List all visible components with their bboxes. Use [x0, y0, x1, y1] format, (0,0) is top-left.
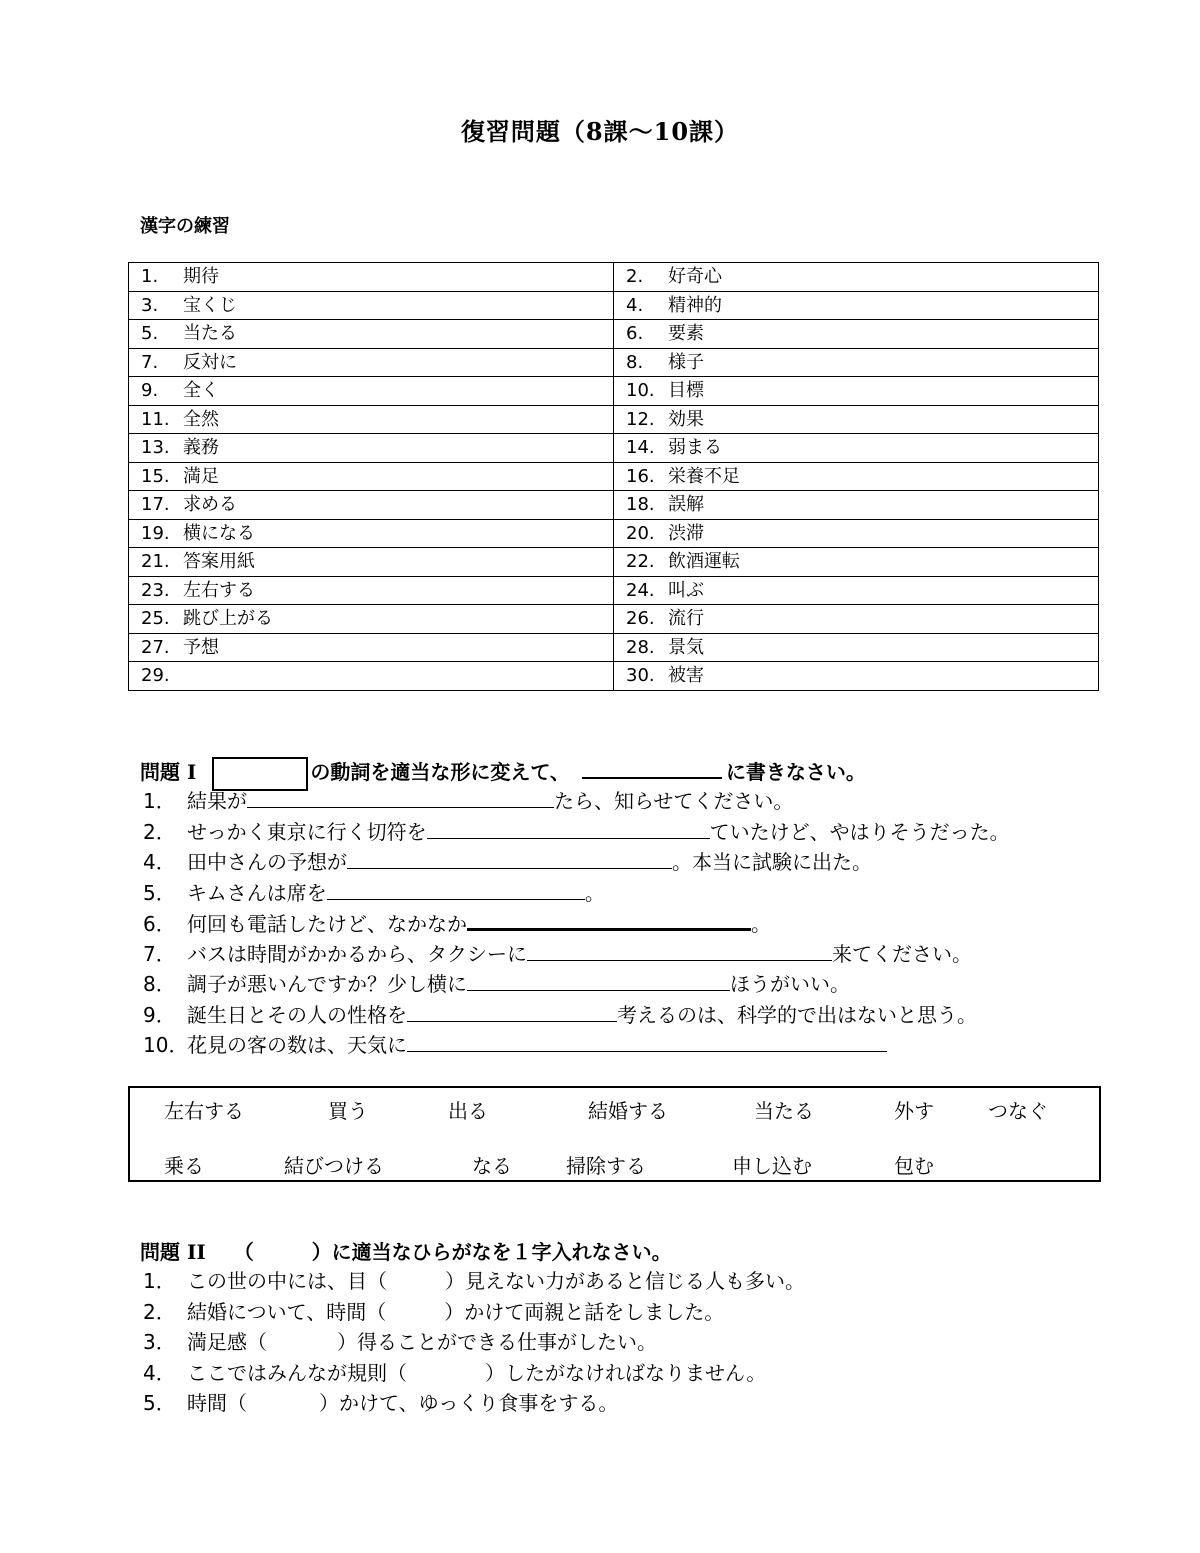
kanji-item	[614, 576, 1099, 605]
word-bank-item: 左右する	[164, 1099, 244, 1123]
kanji-table-row	[129, 605, 1099, 634]
kanji-item-word: 跳び上がる	[183, 608, 273, 630]
kanji-item-word: 期待	[183, 266, 219, 288]
kanji-table	[128, 262, 1099, 691]
kanji-item-number: 19.	[141, 522, 170, 544]
kanji-item-number: 21.	[141, 551, 170, 573]
kanji-table-row	[129, 405, 1099, 434]
kanji-item-number: 16.	[626, 465, 655, 487]
answer-blank[interactable]	[467, 908, 751, 931]
kanji-item-number: 7.	[141, 351, 159, 373]
word-bank-item: 買う	[328, 1099, 368, 1123]
kanji-item-word: 予想	[183, 636, 219, 658]
answer-blank[interactable]	[427, 818, 710, 839]
kanji-item-word: 反対に	[183, 351, 237, 373]
question2-item: 3． 満足感（ ）得ることができる仕事がしたい。	[143, 1330, 657, 1354]
kanji-item	[614, 462, 1099, 491]
kanji-item	[614, 377, 1099, 406]
kanji-item-number: 5.	[141, 323, 159, 345]
answer-blank[interactable]	[407, 1031, 887, 1052]
kanji-table-row	[129, 662, 1099, 691]
kanji-item-word: 弱まる	[668, 437, 722, 459]
word-bank	[128, 1086, 1101, 1182]
word-bank-item: 結びつける	[284, 1154, 384, 1178]
kanji-item-number: 18.	[626, 494, 655, 516]
word-bank-item: 乗る	[164, 1154, 204, 1178]
question1-label: 問題 I	[140, 760, 197, 784]
word-bank-item: 掃除する	[566, 1154, 646, 1178]
kanji-table-row	[129, 320, 1099, 349]
word-bank-item: 申し込む	[732, 1154, 812, 1178]
kanji-item-word: 宝くじ	[183, 294, 237, 316]
question2-label: 問題 II	[140, 1240, 206, 1264]
kanji-item	[129, 377, 614, 406]
kanji-item	[129, 519, 614, 548]
kanji-item	[129, 576, 614, 605]
kanji-item	[614, 263, 1099, 292]
kanji-item-number: 26.	[626, 608, 655, 630]
kanji-item-number: 14.	[626, 437, 655, 459]
word-bank-item: なる	[472, 1154, 512, 1178]
kanji-item	[129, 605, 614, 634]
kanji-table-row	[129, 377, 1099, 406]
question1-item: 1． 結果が たら、知らせてください。	[143, 789, 794, 813]
kanji-item-word: 精神的	[668, 294, 722, 316]
kanji-item-number: 23.	[141, 579, 170, 601]
kanji-item-number: 20.	[626, 522, 655, 544]
word-bank-item: 出る	[448, 1099, 488, 1123]
kanji-item-word: 横になる	[183, 522, 255, 544]
kanji-item-number: 12.	[626, 408, 655, 430]
question1-item: 2． せっかく東京に行く切符を ていたけど、やはりそうだった。	[143, 819, 1010, 844]
kanji-item-word: 渋滞	[668, 522, 704, 544]
kanji-item	[614, 662, 1099, 691]
kanji-item-word: 求める	[183, 494, 237, 516]
question2-item: 2． 結婚について、時間（ ）かけて両親と話をしました。	[143, 1299, 725, 1324]
question1-instruction-a: の動詞を適当な形に変えて、	[310, 760, 570, 784]
question2-instruction: ）に適当なひらがなを１字入れなさい。	[311, 1240, 672, 1264]
kanji-item-number: 24.	[626, 579, 655, 601]
kanji-item	[129, 405, 614, 434]
question1-sentences	[143, 786, 1010, 1061]
question1-item: 5． キムさんは席を 。	[143, 880, 605, 905]
kanji-item	[614, 348, 1099, 377]
kanji-item	[614, 548, 1099, 577]
kanji-table-row	[129, 548, 1099, 577]
kanji-table-row	[129, 633, 1099, 662]
kanji-item-word: 様子	[668, 351, 704, 373]
question2-item: 1． この世の中には、目（ ）見えない力があると信じる人も多い。	[143, 1269, 805, 1293]
kanji-item	[614, 405, 1099, 434]
kanji-item-word: 好奇心	[668, 266, 722, 288]
kanji-item-word: 答案用紙	[183, 551, 255, 573]
kanji-item	[614, 491, 1099, 520]
kanji-item	[129, 434, 614, 463]
kanji-item-number: 25.	[141, 608, 170, 630]
kanji-table-row	[129, 576, 1099, 605]
kanji-item-number: 27.	[141, 636, 170, 658]
kanji-item-word: 左右する	[183, 579, 255, 601]
question1-item: 10．花見の客の数は、天気に	[143, 1030, 1010, 1061]
answer-line-sample	[582, 757, 722, 779]
kanji-item-word: 要素	[668, 323, 704, 345]
question1-item: 7． バスは時間がかかるから、タクシーに 来てください。	[143, 941, 972, 966]
kanji-item-word: 全然	[183, 408, 219, 430]
kanji-item	[129, 491, 614, 520]
kanji-item-number: 28.	[626, 636, 655, 658]
kanji-item-number: 17.	[141, 494, 170, 516]
kanji-item-word: 誤解	[668, 494, 704, 516]
kanji-item-number: 10.	[626, 380, 655, 402]
question2-item: 5． 時間（ ）かけて、ゆっくり食事をする。	[143, 1391, 619, 1415]
kanji-item-number: 29.	[141, 665, 170, 687]
kanji-item	[614, 320, 1099, 349]
kanji-item	[129, 291, 614, 320]
kanji-item-word: 効果	[668, 408, 704, 430]
kanji-table-row	[129, 291, 1099, 320]
kanji-item	[614, 434, 1099, 463]
kanji-item-number: 13.	[141, 437, 170, 459]
kanji-item-number: 1.	[141, 266, 159, 288]
kanji-item	[129, 320, 614, 349]
question2-item: 4． ここではみんなが規則（ ）したがなければなりません。	[143, 1360, 767, 1385]
kanji-table-row	[129, 434, 1099, 463]
answer-blank[interactable]	[347, 848, 672, 869]
answer-blank[interactable]	[247, 787, 554, 808]
kanji-item	[614, 605, 1099, 634]
kanji-table-row	[129, 462, 1099, 491]
kanji-item-number: 6.	[626, 323, 644, 345]
answer-blank[interactable]	[527, 940, 832, 961]
kanji-item-number: 4.	[626, 294, 644, 316]
question2-sentences	[143, 1266, 805, 1419]
kanji-item	[614, 291, 1099, 320]
kanji-section-heading: 漢字の練習	[140, 216, 230, 237]
answer-blank[interactable]	[407, 1001, 617, 1022]
word-bank-item: 当たる	[754, 1099, 814, 1123]
kanji-item-number: 30.	[626, 665, 655, 687]
kanji-table-row	[129, 348, 1099, 377]
kanji-item	[129, 662, 614, 691]
kanji-item	[614, 633, 1099, 662]
kanji-item-word: 流行	[668, 608, 704, 630]
word-bank-item: 外す	[894, 1099, 934, 1123]
kanji-item-word: 飲酒運転	[668, 551, 740, 573]
kanji-item-word: 景気	[668, 636, 704, 658]
kanji-table-row	[129, 519, 1099, 548]
kanji-item-number: 9.	[141, 380, 159, 402]
kanji-item-number: 11.	[141, 408, 170, 430]
kanji-table-row	[129, 491, 1099, 520]
kanji-item	[129, 548, 614, 577]
question2-open-paren: （	[233, 1240, 254, 1264]
kanji-item-word: 被害	[668, 665, 704, 687]
question1-item: 8． 調子が悪いんですか？少し横に ほうがいい。	[143, 972, 850, 996]
kanji-item-word: 栄養不足	[668, 465, 740, 487]
question1-instruction-b: に書きなさい。	[725, 760, 866, 784]
kanji-item-word: 当たる	[183, 323, 237, 345]
kanji-item-number: 3.	[141, 294, 159, 316]
word-bank-item: 包む	[894, 1154, 934, 1178]
kanji-item	[129, 348, 614, 377]
question1-item: 6． 何回も電話したけど、なかなか 。	[143, 908, 1010, 939]
kanji-item-number: 2.	[626, 266, 644, 288]
kanji-item-word: 義務	[183, 437, 219, 459]
kanji-item-number: 8.	[626, 351, 644, 373]
kanji-item-word: 目標	[668, 380, 704, 402]
kanji-item-word: 全く	[183, 380, 219, 402]
kanji-item	[129, 462, 614, 491]
word-bank-item: つなぐ	[988, 1099, 1048, 1123]
kanji-table-row	[129, 263, 1099, 292]
question2-heading	[140, 1236, 672, 1265]
question1-item: 9． 誕生日とその人の性格を 考えるのは、科学的で出はないと思う。	[143, 1002, 977, 1027]
kanji-item	[129, 633, 614, 662]
question1-item: 4． 田中さんの予想が 。本当に試験に出た。	[143, 850, 872, 874]
word-bank-item: 結婚する	[588, 1099, 668, 1123]
kanji-item-number: 22.	[626, 551, 655, 573]
kanji-item	[614, 519, 1099, 548]
kanji-item	[129, 263, 614, 292]
answer-blank[interactable]	[467, 970, 730, 991]
kanji-item-word: 満足	[183, 465, 219, 487]
page-title: 復習問題（8課〜10課）	[460, 117, 740, 146]
answer-blank[interactable]	[327, 879, 585, 900]
kanji-item-number: 15.	[141, 465, 170, 487]
kanji-item-word: 叫ぶ	[668, 579, 704, 601]
